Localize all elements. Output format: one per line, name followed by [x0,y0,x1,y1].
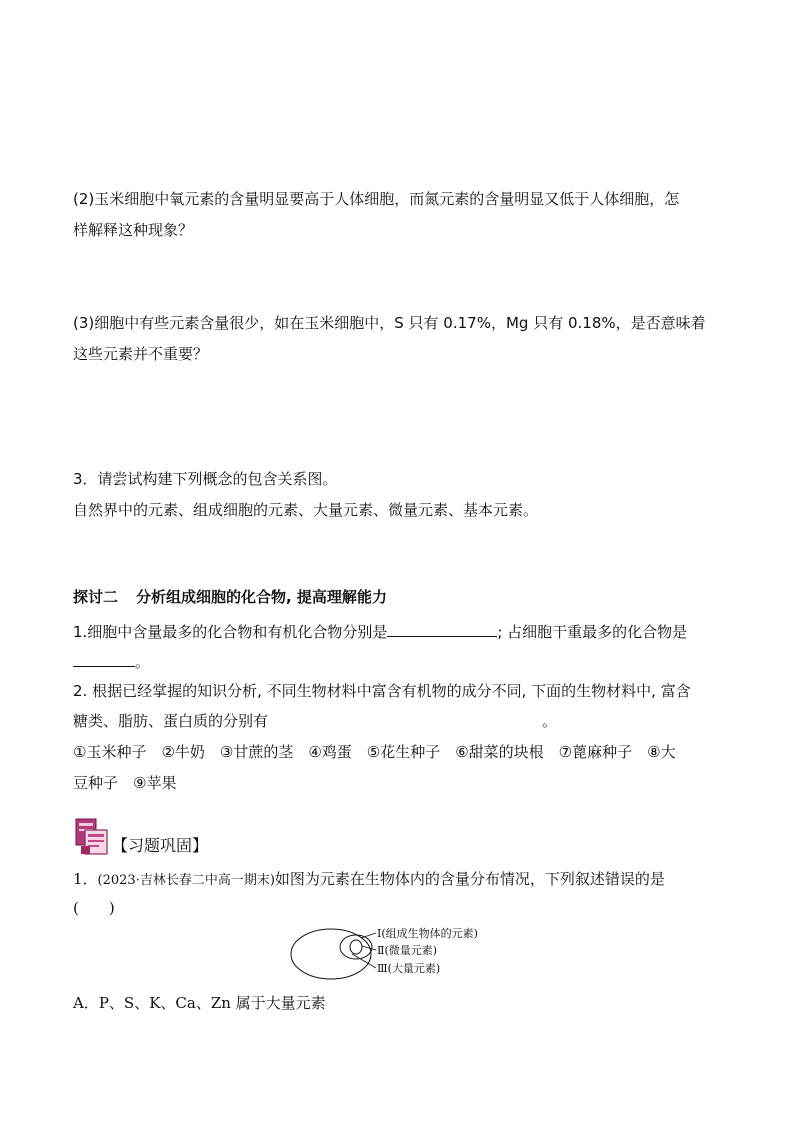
fill-question-1-text: 1.细胞中含量最多的化合物和有机化合物分别是 [73,623,388,641]
section-2-label: 探讨二 [73,588,119,606]
material-list-line-1: ①玉米种子 ②牛奶 ③甘蔗的茎 ④鸡蛋 ⑤花生种子 ⑥甜菜的块根 ⑦蓖麻种子 ⑧大 [73,743,676,761]
item-3-line-1: 3．请尝试构建下列概念的包含关系图。 [73,470,338,488]
mcq-1-paren: ( ) [73,899,115,917]
mcq-1-source: (2023·吉林长春二中高一期末) [97,873,275,888]
mcq-1-number: 1． [73,870,98,888]
diagram-label-2: Ⅱ(微量元素) [377,944,438,957]
diagram-label-3: Ⅲ(大量元素) [377,962,441,975]
diagram-label-1: Ⅰ(组成生物体的元素) [377,927,478,940]
leader-line-3 [352,954,376,968]
outer-ellipse [291,929,371,979]
fill-question-2-line-1: 2. 根据已经掌握的知识分析, 不同生物材料中富含有机物的成分不同, 下面的生物材料中, 富含 [73,682,691,700]
question-3-line-1: (3)细胞中有些元素含量很少，如在玉米细胞中，S 只有 0.17%，Mg 只有 0.18%，是否意味着 [73,314,706,332]
notebook-icon [75,818,109,856]
mcq-1-option-a[interactable]: A．P、S、K、Ca、Zn 属于大量元素 [73,994,326,1012]
fill-question-1-end: 。 [135,653,151,671]
fill-question-1-line-2 [73,652,150,670]
exercise-heading: 【习题巩固】 [112,836,209,855]
inner-ellipse [350,940,362,954]
question-2-line-1: (2)玉米细胞中氧元素的含量明显要高于人体细胞，而氮元素的含量明显又低于人体细胞，怎 [73,190,680,208]
fill-question-2-line-2 [73,714,557,729]
fill-question-2-end: 。 [542,712,558,730]
fill-question-2-text: 糖类、脂肪、蛋白质的分别有 [73,712,269,730]
question-2-line-2: 样解释这种现象？ [73,221,194,239]
material-list-line-2: 豆种子 ⑨苹果 [73,774,177,792]
answer-blank-1[interactable] [387,622,497,637]
leader-line-1 [361,933,376,938]
section-2-heading [73,590,387,605]
middle-ellipse [340,935,372,959]
mcq-1-stem-line-1 [73,872,665,887]
answer-blank-2[interactable] [73,652,135,667]
fill-question-1-text-2: ; 占细胞干重最多的化合物是 [497,623,688,641]
section-2-title: 分析组成细胞的化合物, 提高理解能力 [136,588,387,606]
mcq-1-stem: 如图为元素在生物体内的含量分布情况，下列叙述错误的是 [274,870,665,888]
item-3-line-2: 自然界中的元素、组成细胞的元素、大量元素、微量元素、基本元素。 [73,501,539,519]
question-3-line-2: 这些元素并不重要？ [73,345,209,363]
element-inclusion-diagram [286,924,516,984]
fill-question-1-line-1 [73,622,687,640]
